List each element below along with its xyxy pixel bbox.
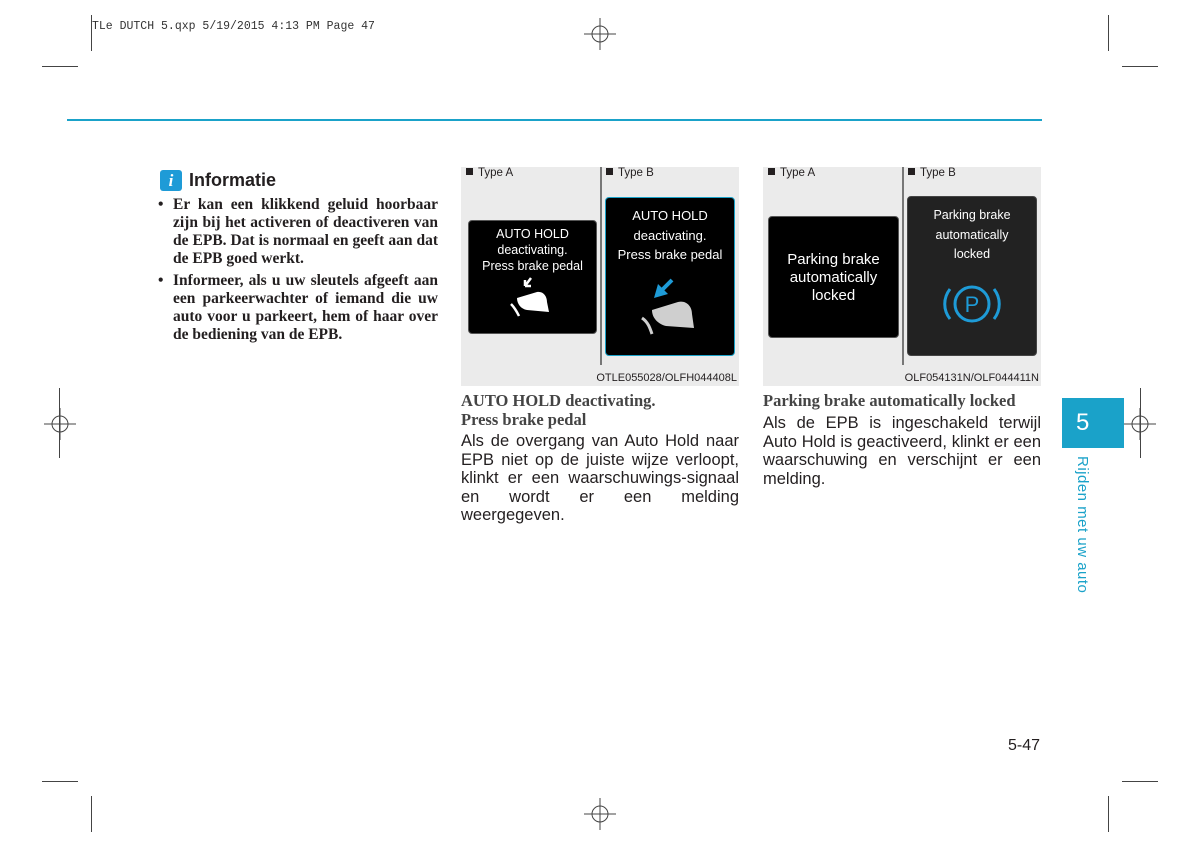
screen-line: automatically: [789, 269, 878, 286]
page-number: 5-47: [1008, 737, 1041, 754]
figure1-caption: [461, 391, 741, 429]
figure-divider: [902, 167, 904, 365]
screen-line: deactivating.: [497, 243, 568, 257]
brake-pedal-icon: [638, 276, 704, 338]
registration-mark-top: [584, 18, 616, 50]
caption-line: Press brake pedal: [461, 410, 587, 429]
screen-line: Press brake pedal: [482, 259, 583, 273]
info-bullet-2: • Informeer, als u uw sleutels afgeeft aan een parkeerwachter of iemand die uw auto voor u parkeert, hem of haar over de bediening van de EPB.: [158, 272, 438, 344]
screen-line: deactivating.: [633, 228, 707, 243]
screen-type-b: [907, 196, 1037, 356]
type-a-label: Type A: [466, 167, 513, 179]
screen-line: AUTO HOLD: [632, 208, 708, 223]
figure-code: OTLE055028/OLFH044408L: [596, 372, 737, 384]
figure-parking-brake: [763, 167, 1041, 386]
screen-type-a: [768, 216, 899, 338]
registration-line-right: [1140, 388, 1141, 458]
registration-line-left: [59, 388, 60, 458]
figure-divider: [600, 167, 602, 365]
figure1-body: Als de overgang van Auto Hold naar EPB niet op de juiste wijze verloopt, klinkt er een waarschuwings-signaal en wordt er een melding weergegeven.: [461, 432, 739, 524]
parking-brake-indicator-icon: [942, 281, 1002, 327]
screen-line: Parking brake: [787, 251, 880, 268]
caption-line: AUTO HOLD deactivating.: [461, 391, 656, 410]
info-bullet-1: • Er kan een klikkend geluid hoorbaar zijn bij het activeren of deactiveren van de EPB. Dat is normaal en geeft aan dat de EPB goed werkt.: [158, 196, 438, 268]
brake-pedal-icon: [507, 276, 559, 318]
header-rule: [67, 119, 1042, 121]
type-b-label: Type B: [606, 167, 654, 179]
type-b-label: Type B: [908, 167, 956, 179]
figure-code: OLF054131N/OLF044411N: [904, 372, 1039, 384]
parking-brake-letter: P: [964, 292, 980, 317]
info-icon: i: [160, 170, 182, 191]
screen-type-a: [468, 220, 597, 334]
info-list: [158, 196, 438, 348]
screen-line: automatically: [935, 228, 1009, 242]
info-title: Informatie: [189, 170, 277, 190]
figure-auto-hold: [461, 167, 739, 386]
screen-type-b: [605, 197, 735, 356]
chapter-title-text: Rijden met uw auto: [1074, 456, 1091, 594]
screen-line: locked: [953, 247, 991, 261]
screen-line: Press brake pedal: [617, 247, 723, 262]
figure2-caption: Parking brake automatically locked: [763, 391, 1016, 410]
print-slug: TLe DUTCH 5.qxp 5/19/2015 4:13 PM Page 47: [92, 20, 375, 33]
figure2-body: Als de EPB is ingeschakeld terwijl Auto Hold is geactiveerd, klinkt er een waarschuwing en verschijnt er een melding.: [763, 414, 1041, 488]
chapter-number-tab: 5: [1062, 398, 1124, 448]
screen-line: AUTO HOLD: [496, 227, 569, 241]
registration-mark-bottom: [584, 798, 616, 830]
screen-line: locked: [811, 287, 856, 304]
registration-mark-left: [44, 408, 76, 440]
chapter-title: [1071, 456, 1091, 606]
screen-line: Parking brake: [933, 208, 1011, 222]
type-a-label: Type A: [768, 167, 815, 179]
